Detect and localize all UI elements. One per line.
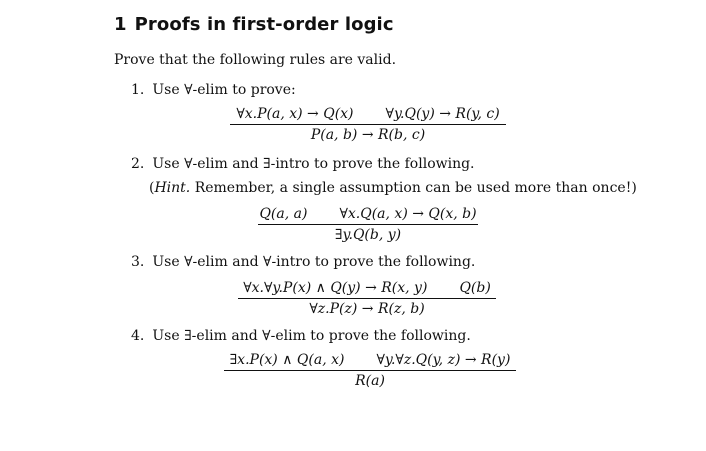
premise: ∀y.Q(y) → R(y, c) — [385, 106, 500, 122]
intro-text: Prove that the following rules are valid. — [114, 52, 397, 68]
inference-rule-3 — [238, 280, 496, 317]
exercise-item-1 — [131, 82, 296, 98]
premise: ∀x.Q(a, x) → Q(x, b) — [339, 206, 477, 222]
item-text: Use ∀-elim and ∃-intro to prove the following. — [152, 156, 475, 172]
inference-rule-2 — [258, 206, 478, 243]
section-title-text: Proofs in first-order logic — [134, 14, 394, 35]
item-number: 4. — [131, 328, 145, 344]
premise: ∀x.∀y.P(x) ∧ Q(y) → R(x, y) — [243, 280, 428, 296]
premise: Q(b) — [459, 280, 491, 296]
item-number: 2. — [131, 156, 145, 172]
premise: Q(a, a) — [259, 206, 308, 222]
hint-label: Hint. — [154, 180, 191, 196]
inference-rule-4 — [224, 352, 516, 389]
exercise-item-2 — [131, 156, 475, 172]
rule-conclusion: ∀z.P(z) → R(z, b) — [309, 301, 425, 317]
rule-conclusion: ∃y.Q(b, y) — [334, 227, 402, 243]
premise: ∀x.P(a, x) → Q(x) — [236, 106, 354, 122]
section-number: 1 — [114, 14, 127, 35]
rule-premises — [258, 206, 478, 224]
rule-premises — [224, 352, 516, 370]
hint-text: (Hint. Remember, a single assumption can be used more than once!) — [149, 180, 637, 196]
item-number: 1. — [131, 82, 145, 98]
inference-rule-1 — [230, 106, 506, 143]
item-text: Use ∀-elim and ∀-intro to prove the following. — [152, 254, 476, 270]
item-text: Use ∃-elim and ∀-elim to prove the following. — [152, 328, 471, 344]
premise: ∀y.∀z.Q(y, z) → R(y) — [376, 352, 511, 368]
exercise-item-3 — [131, 254, 475, 270]
hint-body: Remember, a single assumption can be used more than once!) — [194, 180, 637, 196]
section-heading — [114, 14, 394, 35]
rule-conclusion: R(a) — [355, 373, 385, 389]
exercise-item-4 — [131, 328, 471, 344]
rule-premises — [238, 280, 496, 298]
premise: ∃x.P(x) ∧ Q(a, x) — [229, 352, 345, 368]
item-text: Use ∀-elim to prove: — [152, 82, 296, 98]
rule-premises — [230, 106, 506, 124]
rule-conclusion: P(a, b) → R(b, c) — [310, 127, 426, 143]
item-number: 3. — [131, 254, 145, 270]
